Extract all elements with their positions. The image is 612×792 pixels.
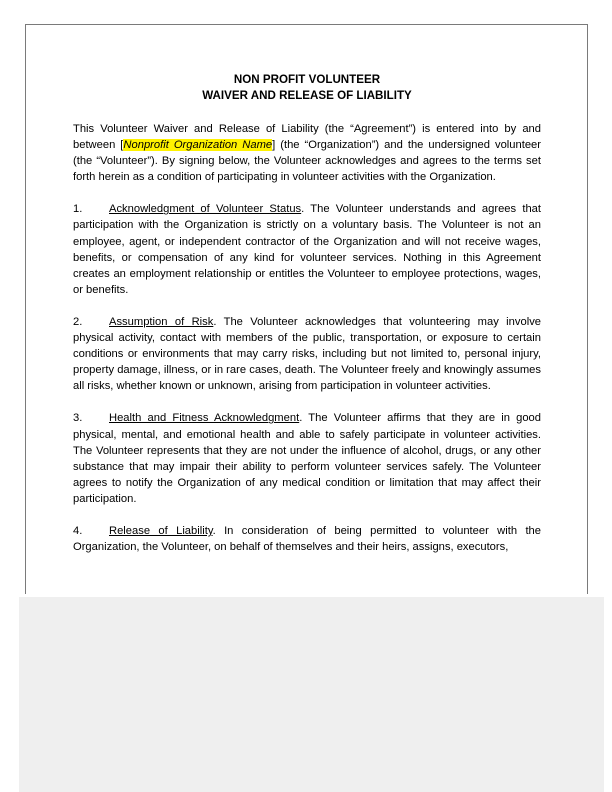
document-page bbox=[25, 24, 588, 594]
section-1 bbox=[73, 201, 541, 298]
section-body: . The Volunteer affirms that they are in good physical, mental, and emotional health and able to safely participate in volunteer activities. The Volunteer represents that they are not under the influence of alcohol, drugs, or any other substance that may impair their ability to perform volunteer services safely. The Volunteer agrees to notify the Organization of any medical condition or limitation that may affect their participation. bbox=[73, 412, 541, 505]
section-body: . The Volunteer understands and agrees that participation with the Organization is strictly on a voluntary basis. The Volunteer is not an employee, agent, or independent contractor of the Organization and will not receive wages, benefits, or compensation of any kind for volunteer services. Nothing in this Agreement creates an employment relationship or entitles the Volunteer to employee protections, wages, or benefits. bbox=[73, 203, 541, 296]
section-3 bbox=[73, 410, 541, 507]
document-content bbox=[73, 72, 541, 555]
intro-text-before: This Volunteer Waiver and Release of Liability (the “Agreement”) is entered into by and between [ bbox=[73, 123, 541, 152]
section-number: 3. bbox=[73, 412, 83, 425]
section-heading: Release of Liability bbox=[109, 524, 213, 537]
intro-paragraph bbox=[73, 121, 541, 185]
organization-name-placeholder[interactable]: Nonprofit Organization Name bbox=[123, 139, 273, 152]
document-title bbox=[73, 72, 541, 104]
section-heading: Acknowledgment of Volunteer Status bbox=[109, 203, 302, 216]
section-number: 4. bbox=[73, 524, 83, 537]
title-line-2: WAIVER AND RELEASE OF LIABILITY bbox=[202, 89, 412, 102]
section-heading: Assumption of Risk bbox=[109, 315, 214, 328]
section-body: . The Volunteer acknowledges that volunteering may involve physical activity, contact with members of the public, transportation, or exposure to certain conditions or environments that may carry risks, including but not limited to, personal injury, property damage, illness, or in rare cases, death. The Volunteer freely and knowingly assumes all risks, whether known or unknown, arising from participation in volunteer activities. bbox=[73, 315, 542, 393]
viewer-background bbox=[19, 597, 604, 792]
title-line-1: NON PROFIT VOLUNTEER bbox=[233, 73, 381, 86]
section-number: 1. bbox=[73, 203, 83, 216]
section-2 bbox=[73, 314, 541, 394]
section-body: . In consideration of being permitted to volunteer with the Organization, the Volunteer, on behalf of themselves and their heirs, assigns, executors, bbox=[73, 524, 541, 554]
intro-text-after: ] (the “Organization”) and the undersigned volunteer (the “Volunteer”). By signing below, the Volunteer acknowledges and agrees to the terms set forth herein as a condition of participating in volunteer activities with the Organization. bbox=[73, 139, 542, 184]
section-heading: Health and Fitness Acknowledgment bbox=[109, 412, 300, 425]
section-number: 2. bbox=[73, 315, 83, 328]
section-4 bbox=[73, 523, 541, 555]
